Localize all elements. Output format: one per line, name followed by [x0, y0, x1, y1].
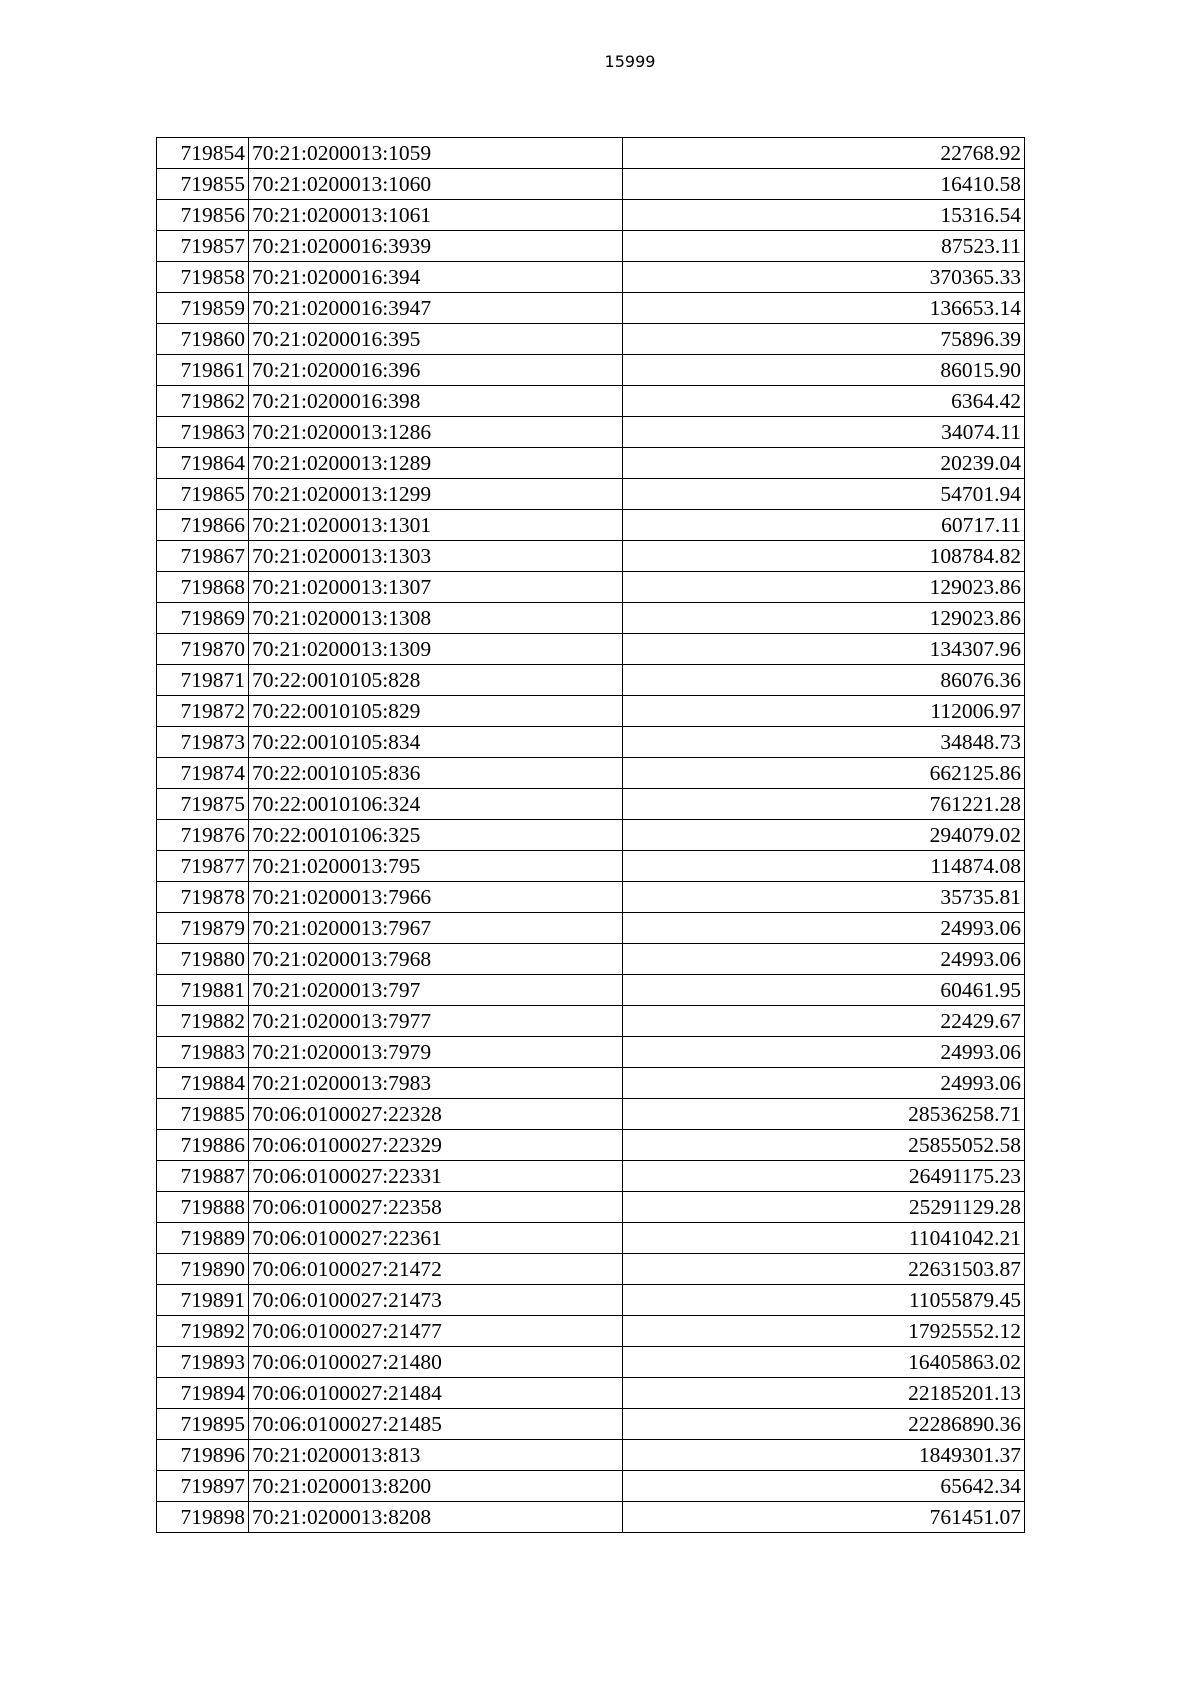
- cadastral-number-cell: 70:21:0200013:1286: [249, 417, 623, 448]
- value-cell: 28536258.71: [623, 1099, 1025, 1130]
- table-row: [157, 1006, 1025, 1037]
- page-number: 15999: [604, 52, 656, 71]
- value-cell: 22768.92: [623, 138, 1025, 169]
- cadastral-number-cell: 70:21:0200016:3947: [249, 293, 623, 324]
- row-id-cell: 719869: [157, 603, 249, 634]
- value-cell: 11041042.21: [623, 1223, 1025, 1254]
- row-id-cell: 719886: [157, 1130, 249, 1161]
- cadastral-number-cell: 70:21:0200016:3939: [249, 231, 623, 262]
- table-row: [157, 1409, 1025, 1440]
- cadastral-number-cell: 70:21:0200013:7968: [249, 944, 623, 975]
- row-id-cell: 719877: [157, 851, 249, 882]
- table-row: [157, 138, 1025, 169]
- value-cell: 114874.08: [623, 851, 1025, 882]
- value-cell: 294079.02: [623, 820, 1025, 851]
- table-row: [157, 944, 1025, 975]
- cadastral-number-cell: 70:22:0010106:325: [249, 820, 623, 851]
- value-cell: 15316.54: [623, 200, 1025, 231]
- row-id-cell: 719875: [157, 789, 249, 820]
- cadastral-number-cell: 70:06:0100027:22329: [249, 1130, 623, 1161]
- value-cell: 25291129.28: [623, 1192, 1025, 1223]
- table-body: [157, 138, 1025, 1533]
- table-row: [157, 1223, 1025, 1254]
- value-cell: 75896.39: [623, 324, 1025, 355]
- value-cell: 22185201.13: [623, 1378, 1025, 1409]
- value-cell: 65642.34: [623, 1471, 1025, 1502]
- table-row: [157, 293, 1025, 324]
- table-row: [157, 448, 1025, 479]
- cadastral-number-cell: 70:21:0200013:8208: [249, 1502, 623, 1533]
- table-row: [157, 1037, 1025, 1068]
- row-id-cell: 719898: [157, 1502, 249, 1533]
- cadastral-number-cell: 70:21:0200013:1308: [249, 603, 623, 634]
- cadastral-number-cell: 70:06:0100027:22358: [249, 1192, 623, 1223]
- value-cell: 24993.06: [623, 913, 1025, 944]
- cadastral-number-cell: 70:06:0100027:22331: [249, 1161, 623, 1192]
- cadastral-value-table: [156, 137, 1025, 1533]
- row-id-cell: 719895: [157, 1409, 249, 1440]
- cadastral-number-cell: 70:21:0200016:395: [249, 324, 623, 355]
- row-id-cell: 719890: [157, 1254, 249, 1285]
- value-cell: 86015.90: [623, 355, 1025, 386]
- table-row: [157, 975, 1025, 1006]
- value-cell: 60461.95: [623, 975, 1025, 1006]
- value-cell: 662125.86: [623, 758, 1025, 789]
- table-row: [157, 1378, 1025, 1409]
- row-id-cell: 719861: [157, 355, 249, 386]
- table-row: [157, 1347, 1025, 1378]
- row-id-cell: 719865: [157, 479, 249, 510]
- table-row: [157, 727, 1025, 758]
- cadastral-number-cell: 70:06:0100027:21473: [249, 1285, 623, 1316]
- cadastral-number-cell: 70:21:0200013:8200: [249, 1471, 623, 1502]
- cadastral-number-cell: 70:22:0010105:834: [249, 727, 623, 758]
- value-cell: 6364.42: [623, 386, 1025, 417]
- table-row: [157, 1099, 1025, 1130]
- table-row: [157, 541, 1025, 572]
- row-id-cell: 719893: [157, 1347, 249, 1378]
- row-id-cell: 719857: [157, 231, 249, 262]
- cadastral-number-cell: 70:21:0200013:1060: [249, 169, 623, 200]
- cadastral-number-cell: 70:21:0200013:7983: [249, 1068, 623, 1099]
- cadastral-number-cell: 70:21:0200013:7967: [249, 913, 623, 944]
- row-id-cell: 719863: [157, 417, 249, 448]
- value-cell: 136653.14: [623, 293, 1025, 324]
- cadastral-number-cell: 70:22:0010106:324: [249, 789, 623, 820]
- row-id-cell: 719883: [157, 1037, 249, 1068]
- table-row: [157, 1130, 1025, 1161]
- row-id-cell: 719891: [157, 1285, 249, 1316]
- cadastral-number-cell: 70:21:0200016:394: [249, 262, 623, 293]
- row-id-cell: 719855: [157, 169, 249, 200]
- table-row: [157, 1471, 1025, 1502]
- value-cell: 761221.28: [623, 789, 1025, 820]
- row-id-cell: 719894: [157, 1378, 249, 1409]
- table-row: [157, 200, 1025, 231]
- cadastral-number-cell: 70:06:0100027:21484: [249, 1378, 623, 1409]
- value-cell: 24993.06: [623, 1068, 1025, 1099]
- cadastral-number-cell: 70:22:0010105:836: [249, 758, 623, 789]
- row-id-cell: 719874: [157, 758, 249, 789]
- cadastral-number-cell: 70:21:0200013:7979: [249, 1037, 623, 1068]
- table-row: [157, 355, 1025, 386]
- value-cell: 17925552.12: [623, 1316, 1025, 1347]
- table-row: [157, 634, 1025, 665]
- cadastral-number-cell: 70:21:0200013:813: [249, 1440, 623, 1471]
- row-id-cell: 719871: [157, 665, 249, 696]
- cadastral-number-cell: 70:22:0010105:828: [249, 665, 623, 696]
- cadastral-number-cell: 70:21:0200013:7977: [249, 1006, 623, 1037]
- value-cell: 1849301.37: [623, 1440, 1025, 1471]
- row-id-cell: 719867: [157, 541, 249, 572]
- row-id-cell: 719880: [157, 944, 249, 975]
- value-cell: 25855052.58: [623, 1130, 1025, 1161]
- table-row: [157, 820, 1025, 851]
- value-cell: 22429.67: [623, 1006, 1025, 1037]
- cadastral-number-cell: 70:06:0100027:21480: [249, 1347, 623, 1378]
- table-row: [157, 1254, 1025, 1285]
- value-cell: 24993.06: [623, 1037, 1025, 1068]
- value-cell: 22286890.36: [623, 1409, 1025, 1440]
- value-cell: 134307.96: [623, 634, 1025, 665]
- row-id-cell: 719882: [157, 1006, 249, 1037]
- cadastral-number-cell: 70:21:0200013:1309: [249, 634, 623, 665]
- row-id-cell: 719892: [157, 1316, 249, 1347]
- row-id-cell: 719870: [157, 634, 249, 665]
- value-cell: 11055879.45: [623, 1285, 1025, 1316]
- row-id-cell: 719866: [157, 510, 249, 541]
- table-row: [157, 262, 1025, 293]
- value-cell: 24993.06: [623, 944, 1025, 975]
- cadastral-number-cell: 70:21:0200016:398: [249, 386, 623, 417]
- cadastral-number-cell: 70:06:0100027:22361: [249, 1223, 623, 1254]
- value-cell: 16410.58: [623, 169, 1025, 200]
- value-cell: 26491175.23: [623, 1161, 1025, 1192]
- table-row: [157, 758, 1025, 789]
- value-cell: 22631503.87: [623, 1254, 1025, 1285]
- table-row: [157, 417, 1025, 448]
- value-cell: 370365.33: [623, 262, 1025, 293]
- value-cell: 112006.97: [623, 696, 1025, 727]
- cadastral-number-cell: 70:06:0100027:21485: [249, 1409, 623, 1440]
- table-row: [157, 324, 1025, 355]
- value-cell: 86076.36: [623, 665, 1025, 696]
- table-row: [157, 603, 1025, 634]
- cadastral-number-cell: 70:21:0200013:1301: [249, 510, 623, 541]
- cadastral-number-cell: 70:06:0100027:21477: [249, 1316, 623, 1347]
- row-id-cell: 719879: [157, 913, 249, 944]
- row-id-cell: 719854: [157, 138, 249, 169]
- table-row: [157, 1192, 1025, 1223]
- value-cell: 20239.04: [623, 448, 1025, 479]
- cadastral-number-cell: 70:21:0200013:795: [249, 851, 623, 882]
- table-row: [157, 386, 1025, 417]
- table-row: [157, 851, 1025, 882]
- value-cell: 129023.86: [623, 603, 1025, 634]
- cadastral-number-cell: 70:21:0200013:1303: [249, 541, 623, 572]
- table-row: [157, 665, 1025, 696]
- cadastral-number-cell: 70:21:0200013:1059: [249, 138, 623, 169]
- cadastral-number-cell: 70:21:0200013:7966: [249, 882, 623, 913]
- row-id-cell: 719889: [157, 1223, 249, 1254]
- row-id-cell: 719858: [157, 262, 249, 293]
- row-id-cell: 719876: [157, 820, 249, 851]
- row-id-cell: 719856: [157, 200, 249, 231]
- row-id-cell: 719881: [157, 975, 249, 1006]
- table-row: [157, 1161, 1025, 1192]
- table-row: [157, 1316, 1025, 1347]
- table-row: [157, 572, 1025, 603]
- cadastral-number-cell: 70:06:0100027:22328: [249, 1099, 623, 1130]
- table-row: [157, 1440, 1025, 1471]
- table-row: [157, 510, 1025, 541]
- table-row: [157, 1068, 1025, 1099]
- cadastral-number-cell: 70:21:0200013:797: [249, 975, 623, 1006]
- row-id-cell: 719864: [157, 448, 249, 479]
- table-row: [157, 789, 1025, 820]
- row-id-cell: 719859: [157, 293, 249, 324]
- value-cell: 35735.81: [623, 882, 1025, 913]
- table-row: [157, 913, 1025, 944]
- value-cell: 34074.11: [623, 417, 1025, 448]
- cadastral-number-cell: 70:22:0010105:829: [249, 696, 623, 727]
- value-cell: 54701.94: [623, 479, 1025, 510]
- row-id-cell: 719868: [157, 572, 249, 603]
- cadastral-number-cell: 70:06:0100027:21472: [249, 1254, 623, 1285]
- cadastral-number-cell: 70:21:0200013:1061: [249, 200, 623, 231]
- cadastral-number-cell: 70:21:0200013:1307: [249, 572, 623, 603]
- value-cell: 16405863.02: [623, 1347, 1025, 1378]
- table-row: [157, 479, 1025, 510]
- row-id-cell: 719873: [157, 727, 249, 758]
- value-cell: 129023.86: [623, 572, 1025, 603]
- value-cell: 34848.73: [623, 727, 1025, 758]
- row-id-cell: 719862: [157, 386, 249, 417]
- cadastral-number-cell: 70:21:0200013:1289: [249, 448, 623, 479]
- row-id-cell: 719878: [157, 882, 249, 913]
- table-row: [157, 882, 1025, 913]
- table-row: [157, 1502, 1025, 1533]
- table-row: [157, 1285, 1025, 1316]
- row-id-cell: 719888: [157, 1192, 249, 1223]
- table-row: [157, 169, 1025, 200]
- row-id-cell: 719896: [157, 1440, 249, 1471]
- row-id-cell: 719885: [157, 1099, 249, 1130]
- cadastral-number-cell: 70:21:0200016:396: [249, 355, 623, 386]
- value-cell: 761451.07: [623, 1502, 1025, 1533]
- row-id-cell: 719872: [157, 696, 249, 727]
- table-row: [157, 231, 1025, 262]
- cadastral-number-cell: 70:21:0200013:1299: [249, 479, 623, 510]
- table-row: [157, 696, 1025, 727]
- row-id-cell: 719884: [157, 1068, 249, 1099]
- row-id-cell: 719887: [157, 1161, 249, 1192]
- value-cell: 87523.11: [623, 231, 1025, 262]
- row-id-cell: 719860: [157, 324, 249, 355]
- value-cell: 108784.82: [623, 541, 1025, 572]
- row-id-cell: 719897: [157, 1471, 249, 1502]
- value-cell: 60717.11: [623, 510, 1025, 541]
